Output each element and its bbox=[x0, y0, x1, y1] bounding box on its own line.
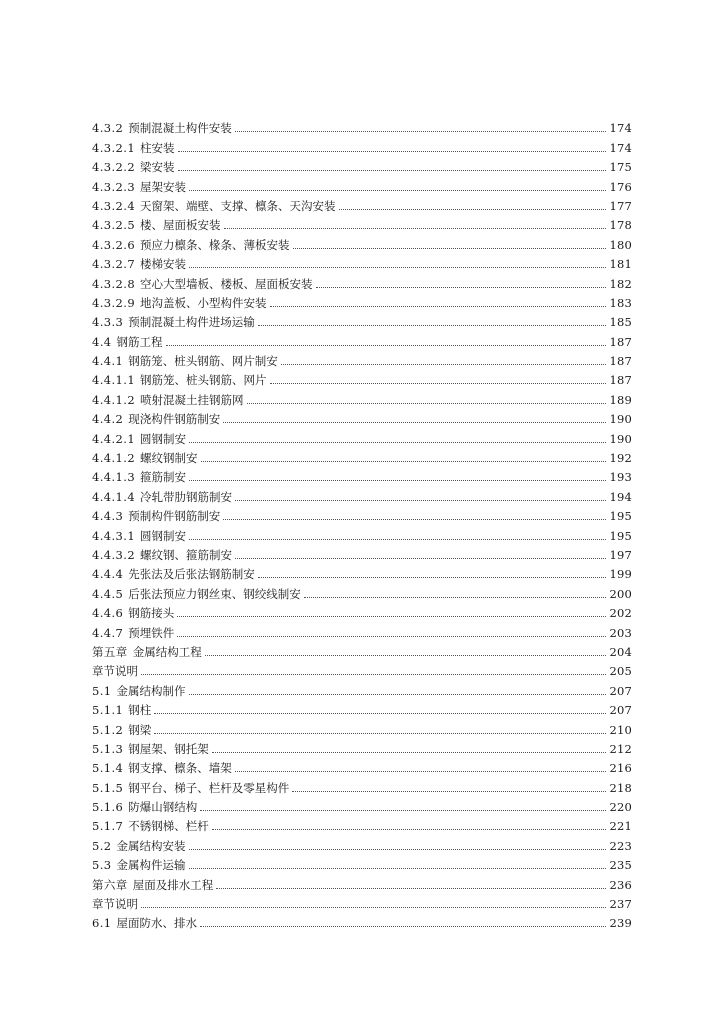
toc-dot-leader bbox=[235, 131, 607, 132]
toc-dot-leader bbox=[200, 926, 606, 927]
toc-entry bbox=[92, 678, 632, 697]
toc-entry-page: 190 bbox=[609, 431, 632, 446]
toc-entry-page: 185 bbox=[609, 315, 632, 330]
toc-entry-page: 181 bbox=[609, 257, 632, 272]
toc-entry-number: 4.4.4 bbox=[92, 567, 124, 582]
toc-dot-leader bbox=[189, 442, 606, 443]
toc-entry-page: 187 bbox=[609, 373, 632, 388]
toc-entry-page: 218 bbox=[609, 780, 632, 795]
toc-entry-number: 5.1.7 bbox=[92, 819, 124, 834]
toc-entry bbox=[92, 465, 632, 484]
toc-dot-leader bbox=[177, 616, 606, 617]
toc-entry-number: 4.4.5 bbox=[92, 586, 124, 601]
toc-dot-leader bbox=[178, 151, 607, 152]
toc-entry-number: 第六章 bbox=[92, 877, 128, 892]
toc-entry bbox=[92, 892, 632, 911]
toc-dot-leader bbox=[200, 810, 606, 811]
toc-entry-page: 210 bbox=[609, 722, 632, 737]
toc-entry-page: 199 bbox=[609, 567, 632, 582]
toc-entry-page: 207 bbox=[609, 683, 632, 698]
toc-entry-page: 174 bbox=[609, 140, 632, 155]
toc-entry-number: 4.4.3 bbox=[92, 509, 124, 524]
toc-entry bbox=[92, 620, 632, 639]
toc-entry-title: 钢屋架、钢托架 bbox=[128, 741, 209, 756]
toc-entry bbox=[92, 232, 632, 251]
toc-entry bbox=[92, 872, 632, 891]
toc-entry-title: 屋架安装 bbox=[140, 179, 187, 194]
toc-entry-page: 189 bbox=[609, 392, 632, 407]
toc-entry bbox=[92, 484, 632, 503]
toc-dot-leader bbox=[235, 771, 607, 772]
toc-entry-number: 4.3.2 bbox=[92, 121, 124, 136]
toc-entry bbox=[92, 329, 632, 348]
toc-entry-number: 4.4.6 bbox=[92, 606, 124, 621]
toc-entry-number: 5.1.5 bbox=[92, 780, 124, 795]
toc-dot-leader bbox=[212, 752, 607, 753]
toc-entry-number: 5.1.4 bbox=[92, 761, 124, 776]
toc-entry bbox=[92, 659, 632, 678]
toc-dot-leader bbox=[316, 287, 607, 288]
toc-entry bbox=[92, 853, 632, 872]
toc-dot-leader bbox=[339, 209, 607, 210]
toc-dot-leader bbox=[304, 597, 607, 598]
toc-entry-title: 螺纹钢制安 bbox=[140, 451, 198, 466]
toc-entry-number: 4.4.1.2 bbox=[92, 451, 136, 466]
toc-entry bbox=[92, 155, 632, 174]
toc-entry-title: 屋面防水、排水 bbox=[116, 916, 197, 931]
toc-dot-leader bbox=[270, 306, 607, 307]
toc-dot-leader bbox=[216, 888, 606, 889]
toc-dot-leader bbox=[205, 655, 607, 656]
toc-entry-title: 钢平台、梯子、栏杆及零星构件 bbox=[128, 780, 290, 795]
toc-entry-title: 空心大型墙板、楼板、屋面板安装 bbox=[140, 276, 313, 291]
toc-entry-page: 220 bbox=[609, 800, 632, 815]
toc-entry-number: 5.1.6 bbox=[92, 800, 124, 815]
toc-entry bbox=[92, 407, 632, 426]
toc-entry bbox=[92, 795, 632, 814]
toc-dot-leader bbox=[258, 577, 607, 578]
toc-entry-page: 204 bbox=[609, 644, 632, 659]
toc-entry-page: 193 bbox=[609, 470, 632, 485]
toc-dot-leader bbox=[189, 267, 606, 268]
toc-entry-page: 236 bbox=[609, 877, 632, 892]
toc-entry-number: 5.3 bbox=[92, 858, 112, 873]
toc-entry-number: 4.4.1 bbox=[92, 354, 124, 369]
toc-entry bbox=[92, 504, 632, 523]
toc-entry-number: 5.2 bbox=[92, 838, 112, 853]
toc-entry-number: 5.1.2 bbox=[92, 722, 124, 737]
toc-entry-title: 防爆山钢结构 bbox=[128, 800, 198, 815]
toc-entry bbox=[92, 194, 632, 213]
toc-entry-title: 楼、屋面板安装 bbox=[140, 218, 221, 233]
toc-entry bbox=[92, 213, 632, 232]
toc-entry bbox=[92, 291, 632, 310]
toc-entry-title: 章节说明 bbox=[92, 897, 138, 912]
toc-dot-leader bbox=[177, 636, 606, 637]
toc-entry-title: 钢柱 bbox=[128, 703, 152, 718]
toc-entry bbox=[92, 698, 632, 717]
toc-entry-number: 5.1 bbox=[92, 683, 112, 698]
toc-entry-number: 4.3.2.3 bbox=[92, 179, 136, 194]
toc-entry-number: 4.4.3.1 bbox=[92, 528, 136, 543]
toc-entry bbox=[92, 446, 632, 465]
toc-entry-page: 207 bbox=[609, 703, 632, 718]
toc-entry-number: 5.1.3 bbox=[92, 741, 124, 756]
toc-entry bbox=[92, 756, 632, 775]
toc-entry-number: 4.4.2.1 bbox=[92, 431, 136, 446]
toc-entry-title: 天窗架、端壁、支撑、檩条、天沟安装 bbox=[140, 198, 336, 213]
table-of-contents bbox=[92, 116, 632, 930]
toc-entry-title: 楼梯安装 bbox=[140, 257, 187, 272]
toc-entry bbox=[92, 174, 632, 193]
toc-entry-page: 187 bbox=[609, 334, 632, 349]
toc-entry-page: 203 bbox=[609, 625, 632, 640]
toc-entry-title: 钢支撑、檩条、墙架 bbox=[128, 761, 232, 776]
toc-entry-title: 章节说明 bbox=[92, 664, 138, 679]
toc-entry-page: 235 bbox=[609, 858, 632, 873]
toc-dot-leader bbox=[189, 190, 606, 191]
toc-entry-title: 金属构件运输 bbox=[116, 858, 186, 873]
toc-entry-page: 239 bbox=[609, 916, 632, 931]
toc-entry bbox=[92, 814, 632, 833]
toc-entry-number: 4.3.2.5 bbox=[92, 218, 136, 233]
toc-entry-title: 喷射混凝土挂钢筋网 bbox=[140, 392, 244, 407]
toc-entry-title: 预埋铁件 bbox=[128, 625, 175, 640]
toc-entry-title: 螺纹钢、箍筋制安 bbox=[140, 547, 233, 562]
toc-entry bbox=[92, 581, 632, 600]
toc-entry-title: 不锈钢梯、栏杆 bbox=[128, 819, 209, 834]
toc-entry-page: 197 bbox=[609, 547, 632, 562]
toc-entry bbox=[92, 717, 632, 736]
toc-dot-leader bbox=[292, 791, 606, 792]
toc-entry-page: 178 bbox=[609, 218, 632, 233]
toc-entry-title: 金属结构工程 bbox=[132, 644, 202, 659]
toc-entry-title: 金属结构安装 bbox=[116, 838, 186, 853]
toc-entry-number: 4.3.2.6 bbox=[92, 237, 136, 252]
toc-dot-leader bbox=[223, 519, 606, 520]
toc-entry-page: 221 bbox=[609, 819, 632, 834]
toc-entry-title: 预制混凝土构件安装 bbox=[128, 121, 232, 136]
toc-entry-title: 后张法预应力钢丝束、钢绞线制安 bbox=[128, 586, 301, 601]
toc-dot-leader bbox=[189, 868, 607, 869]
toc-entry-title: 柱安装 bbox=[140, 140, 175, 155]
toc-entry-number: 5.1.1 bbox=[92, 703, 124, 718]
toc-entry-page: 223 bbox=[609, 838, 632, 853]
toc-dot-leader bbox=[141, 674, 606, 675]
toc-dot-leader bbox=[189, 694, 607, 695]
toc-entry-number: 4.4.1.1 bbox=[92, 373, 136, 388]
toc-entry-page: 177 bbox=[609, 198, 632, 213]
toc-entry-number: 4.3.2.8 bbox=[92, 276, 136, 291]
toc-entry-title: 钢筋接头 bbox=[128, 606, 175, 621]
toc-dot-leader bbox=[201, 461, 607, 462]
toc-entry-number: 4.4.1.2 bbox=[92, 392, 136, 407]
toc-dot-leader bbox=[154, 733, 606, 734]
toc-entry-title: 预制混凝土构件进场运输 bbox=[128, 315, 255, 330]
toc-entry-title: 先张法及后张法钢筋制安 bbox=[128, 567, 255, 582]
toc-entry bbox=[92, 601, 632, 620]
toc-entry-title: 金属结构制作 bbox=[116, 683, 186, 698]
toc-entry-page: 174 bbox=[609, 121, 632, 136]
toc-entry-title: 圆钢制安 bbox=[140, 528, 187, 543]
toc-entry-number: 4.3.2.4 bbox=[92, 198, 136, 213]
toc-entry bbox=[92, 737, 632, 756]
toc-dot-leader bbox=[281, 364, 607, 365]
toc-entry bbox=[92, 116, 632, 135]
toc-entry-number: 第五章 bbox=[92, 644, 128, 659]
toc-dot-leader bbox=[141, 907, 606, 908]
toc-entry-page: 183 bbox=[609, 295, 632, 310]
toc-entry-title: 屋面及排水工程 bbox=[132, 877, 214, 892]
toc-entry-page: 175 bbox=[609, 160, 632, 175]
toc-entry bbox=[92, 426, 632, 445]
toc-entry bbox=[92, 135, 632, 154]
toc-entry-number: 4.3.3 bbox=[92, 315, 124, 330]
toc-entry bbox=[92, 562, 632, 581]
toc-entry bbox=[92, 911, 632, 930]
toc-entry-number: 4.3.2.1 bbox=[92, 140, 136, 155]
toc-entry-title: 地沟盖板、小型构件安装 bbox=[140, 295, 267, 310]
toc-entry-title: 现浇构件钢筋制安 bbox=[128, 412, 221, 427]
toc-entry-title: 预应力檩条、椽条、薄板安装 bbox=[140, 237, 290, 252]
toc-entry-page: 216 bbox=[609, 761, 632, 776]
toc-entry-number: 4.4.7 bbox=[92, 625, 124, 640]
toc-entry-page: 200 bbox=[609, 586, 632, 601]
toc-entry-page: 190 bbox=[609, 412, 632, 427]
toc-entry-number: 4.4.1.3 bbox=[92, 470, 136, 485]
toc-dot-leader bbox=[154, 713, 606, 714]
toc-entry-page: 192 bbox=[609, 451, 632, 466]
toc-entry-number: 6.1 bbox=[92, 916, 112, 931]
toc-entry-title: 钢筋笼、桩头钢筋、网片制安 bbox=[128, 354, 278, 369]
toc-dot-leader bbox=[189, 480, 606, 481]
toc-dot-leader bbox=[166, 345, 607, 346]
toc-dot-leader bbox=[178, 170, 607, 171]
toc-entry bbox=[92, 310, 632, 329]
toc-entry-title: 圆钢制安 bbox=[140, 431, 187, 446]
toc-dot-leader bbox=[293, 248, 607, 249]
toc-entry bbox=[92, 775, 632, 794]
toc-entry-number: 4.4 bbox=[92, 334, 112, 349]
toc-entry-page: 194 bbox=[609, 489, 632, 504]
toc-dot-leader bbox=[189, 539, 606, 540]
toc-entry bbox=[92, 387, 632, 406]
toc-entry-page: 187 bbox=[609, 354, 632, 369]
toc-entry-page: 176 bbox=[609, 179, 632, 194]
toc-entry-page: 180 bbox=[609, 237, 632, 252]
toc-entry-number: 4.4.3.2 bbox=[92, 547, 136, 562]
toc-dot-leader bbox=[235, 500, 606, 501]
toc-dot-leader bbox=[258, 325, 607, 326]
toc-entry-number: 4.3.2.7 bbox=[92, 257, 136, 272]
toc-entry-page: 237 bbox=[609, 897, 632, 912]
toc-entry-page: 195 bbox=[609, 528, 632, 543]
toc-dot-leader bbox=[189, 849, 607, 850]
toc-dot-leader bbox=[270, 383, 607, 384]
toc-dot-leader bbox=[224, 228, 607, 229]
toc-entry-page: 212 bbox=[609, 741, 632, 756]
toc-entry-number: 4.4.1.4 bbox=[92, 489, 136, 504]
toc-entry bbox=[92, 523, 632, 542]
toc-entry-number: 4.3.2.2 bbox=[92, 160, 136, 175]
toc-entry-page: 205 bbox=[609, 664, 632, 679]
toc-entry-number: 4.3.2.9 bbox=[92, 295, 136, 310]
toc-entry bbox=[92, 368, 632, 387]
toc-entry bbox=[92, 833, 632, 852]
toc-entry-title: 钢梁 bbox=[128, 722, 152, 737]
toc-dot-leader bbox=[223, 422, 606, 423]
toc-dot-leader bbox=[212, 829, 607, 830]
toc-entry bbox=[92, 252, 632, 271]
toc-entry bbox=[92, 640, 632, 659]
toc-entry-page: 195 bbox=[609, 509, 632, 524]
toc-entry-title: 钢筋笼、桩头钢筋、网片 bbox=[140, 373, 267, 388]
toc-entry-title: 梁安装 bbox=[140, 160, 175, 175]
toc-entry bbox=[92, 543, 632, 562]
toc-entry-title: 箍筋制安 bbox=[140, 470, 187, 485]
toc-entry-title: 冷轧带肋钢筋制安 bbox=[140, 489, 233, 504]
toc-entry-page: 182 bbox=[609, 276, 632, 291]
toc-entry-title: 钢筋工程 bbox=[116, 334, 163, 349]
toc-entry-page: 202 bbox=[609, 606, 632, 621]
toc-dot-leader bbox=[247, 403, 607, 404]
toc-entry-number: 4.4.2 bbox=[92, 412, 124, 427]
toc-entry-title: 预制构件钢筋制安 bbox=[128, 509, 221, 524]
toc-dot-leader bbox=[235, 558, 606, 559]
toc-entry bbox=[92, 271, 632, 290]
toc-entry bbox=[92, 349, 632, 368]
